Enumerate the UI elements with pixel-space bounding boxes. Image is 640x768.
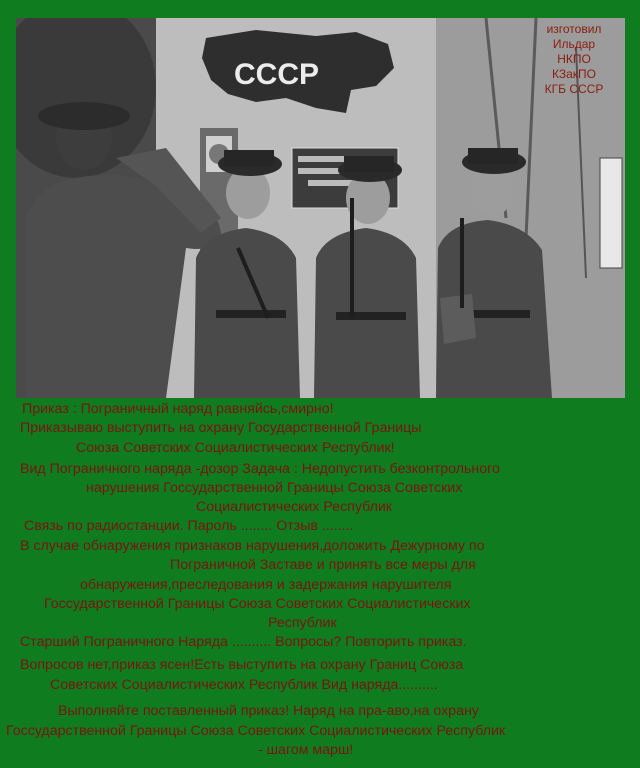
order-line: Вопросов нет,приказ ясен!Есть выступить на охрану Границ Союза — [20, 657, 464, 673]
order-line: Вид Пограничного наряда -дозор Задача : Недопустить безконтрольного — [20, 461, 500, 477]
order-line: обнаружения,преследования и задержания нарушителя — [80, 577, 452, 593]
order-line: Социалистических Республик — [196, 499, 392, 515]
author-credit — [528, 22, 620, 97]
order-line: Госсударственной Границы Союза Советских Социалистических — [44, 596, 471, 612]
order-line: Приказываю выступить на охрану Государственной Границы — [20, 420, 422, 436]
credit-line: НКПО — [557, 52, 591, 66]
order-line: Выполняйте поставленный приказ! Наряд на пра-аво,на охрану — [58, 703, 479, 719]
credit-line: Ильдар — [552, 37, 596, 51]
order-line: Приказ : Пограничный наряд равняйсь,смирно! — [22, 401, 334, 417]
order-line: Госсударственной Границы Союза Советских Социалистических Республик — [6, 723, 506, 739]
order-line: Пограничной Заставе и принять все меры для — [170, 557, 476, 573]
credit-line: изготовил — [546, 22, 602, 36]
order-line: Союза Советских Социалистических Республик! — [76, 440, 395, 456]
order-line: Старший Пограничного Наряда .......... Вопросы? Повторить приказ. — [20, 634, 467, 650]
credit-line: КГБ СССР — [544, 82, 604, 96]
map-label: СССР — [234, 58, 320, 91]
order-line: Республик — [268, 615, 337, 631]
order-line: Советских Социалистических Республик Вид наряда.......... — [50, 677, 438, 693]
order-line: нарушения Госсударственной Границы Союза Советских — [86, 480, 463, 496]
order-line: В случае обнаружения признаков нарушения,доложить Дежурному по — [20, 538, 485, 554]
order-line: Связь по радиостанции. Пароль ........ Отзыв ........ — [24, 518, 354, 534]
credit-line: КЗакПО — [552, 67, 596, 81]
order-line: - шагом марш! — [258, 742, 354, 758]
